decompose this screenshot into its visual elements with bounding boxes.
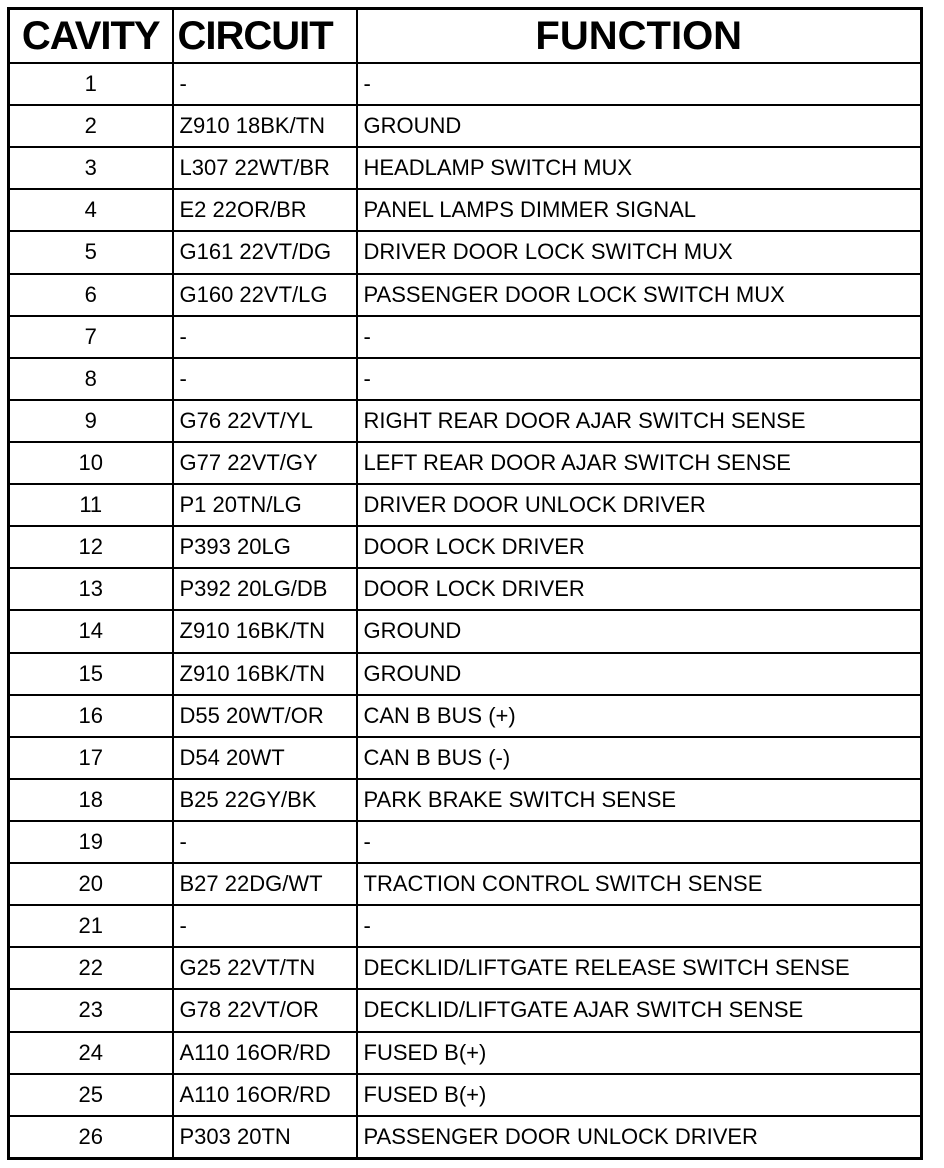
circuit-cell: E2 22OR/BR	[173, 189, 357, 231]
circuit-cell: Z910 16BK/TN	[173, 610, 357, 652]
header-row	[9, 9, 922, 64]
cavity-cell: 14	[9, 610, 173, 652]
pinout-rows	[9, 63, 922, 1159]
table-row	[9, 863, 922, 905]
table-row	[9, 316, 922, 358]
circuit-cell: D55 20WT/OR	[173, 695, 357, 737]
circuit-cell: Z910 18BK/TN	[173, 105, 357, 147]
circuit-cell: -	[173, 316, 357, 358]
circuit-cell: B25 22GY/BK	[173, 779, 357, 821]
function-cell: DECKLID/LIFTGATE AJAR SWITCH SENSE	[357, 989, 922, 1031]
table-row	[9, 779, 922, 821]
cavity-cell: 8	[9, 358, 173, 400]
table-row	[9, 526, 922, 568]
cavity-cell: 3	[9, 147, 173, 189]
function-header: FUNCTION	[357, 9, 922, 64]
cavity-cell: 15	[9, 653, 173, 695]
table-row	[9, 610, 922, 652]
table-row	[9, 653, 922, 695]
cavity-cell: 26	[9, 1116, 173, 1159]
table-row	[9, 989, 922, 1031]
circuit-cell: P392 20LG/DB	[173, 568, 357, 610]
cavity-cell: 22	[9, 947, 173, 989]
function-cell: DRIVER DOOR LOCK SWITCH MUX	[357, 231, 922, 273]
circuit-cell: G78 22VT/OR	[173, 989, 357, 1031]
table-row	[9, 1074, 922, 1116]
function-cell: PANEL LAMPS DIMMER SIGNAL	[357, 189, 922, 231]
table-row	[9, 568, 922, 610]
connector-pinout-sheet	[7, 7, 920, 1160]
circuit-cell: B27 22DG/WT	[173, 863, 357, 905]
table-row	[9, 442, 922, 484]
circuit-cell: -	[173, 358, 357, 400]
circuit-cell: -	[173, 63, 357, 105]
table-row	[9, 695, 922, 737]
circuit-cell: L307 22WT/BR	[173, 147, 357, 189]
function-cell: GROUND	[357, 105, 922, 147]
circuit-cell: -	[173, 821, 357, 863]
cavity-cell: 9	[9, 400, 173, 442]
function-cell: PASSENGER DOOR LOCK SWITCH MUX	[357, 274, 922, 316]
cavity-cell: 18	[9, 779, 173, 821]
cavity-cell: 12	[9, 526, 173, 568]
table-row	[9, 105, 922, 147]
function-cell: RIGHT REAR DOOR AJAR SWITCH SENSE	[357, 400, 922, 442]
circuit-cell: A110 16OR/RD	[173, 1032, 357, 1074]
function-cell: DOOR LOCK DRIVER	[357, 526, 922, 568]
cavity-cell: 16	[9, 695, 173, 737]
circuit-cell: D54 20WT	[173, 737, 357, 779]
function-cell: PASSENGER DOOR UNLOCK DRIVER	[357, 1116, 922, 1159]
function-cell: -	[357, 821, 922, 863]
function-cell: DRIVER DOOR UNLOCK DRIVER	[357, 484, 922, 526]
table-row	[9, 905, 922, 947]
cavity-cell: 7	[9, 316, 173, 358]
circuit-header: CIRCUIT	[173, 9, 357, 64]
circuit-cell: P303 20TN	[173, 1116, 357, 1159]
cavity-cell: 23	[9, 989, 173, 1031]
table-row	[9, 63, 922, 105]
cavity-cell: 13	[9, 568, 173, 610]
circuit-cell: G160 22VT/LG	[173, 274, 357, 316]
table-row	[9, 737, 922, 779]
function-cell: HEADLAMP SWITCH MUX	[357, 147, 922, 189]
table-row	[9, 1116, 922, 1159]
cavity-cell: 20	[9, 863, 173, 905]
function-cell: LEFT REAR DOOR AJAR SWITCH SENSE	[357, 442, 922, 484]
function-cell: GROUND	[357, 610, 922, 652]
cavity-cell: 4	[9, 189, 173, 231]
table-row	[9, 484, 922, 526]
circuit-cell: G76 22VT/YL	[173, 400, 357, 442]
table-row	[9, 147, 922, 189]
cavity-header: CAVITY	[9, 9, 173, 64]
table-row	[9, 1032, 922, 1074]
table-row	[9, 400, 922, 442]
function-cell: -	[357, 358, 922, 400]
cavity-cell: 21	[9, 905, 173, 947]
pinout-table	[7, 7, 923, 1160]
circuit-cell: G77 22VT/GY	[173, 442, 357, 484]
circuit-cell: -	[173, 905, 357, 947]
table-row	[9, 231, 922, 273]
function-cell: TRACTION CONTROL SWITCH SENSE	[357, 863, 922, 905]
function-cell: CAN B BUS (+)	[357, 695, 922, 737]
cavity-cell: 19	[9, 821, 173, 863]
cavity-cell: 10	[9, 442, 173, 484]
table-row	[9, 274, 922, 316]
circuit-cell: A110 16OR/RD	[173, 1074, 357, 1116]
circuit-cell: P1 20TN/LG	[173, 484, 357, 526]
function-cell: DECKLID/LIFTGATE RELEASE SWITCH SENSE	[357, 947, 922, 989]
cavity-cell: 25	[9, 1074, 173, 1116]
table-row	[9, 358, 922, 400]
table-row	[9, 821, 922, 863]
circuit-cell: P393 20LG	[173, 526, 357, 568]
function-cell: DOOR LOCK DRIVER	[357, 568, 922, 610]
function-cell: PARK BRAKE SWITCH SENSE	[357, 779, 922, 821]
cavity-cell: 2	[9, 105, 173, 147]
table-row	[9, 947, 922, 989]
function-cell: FUSED B(+)	[357, 1074, 922, 1116]
function-cell: -	[357, 316, 922, 358]
function-cell: FUSED B(+)	[357, 1032, 922, 1074]
circuit-cell: Z910 16BK/TN	[173, 653, 357, 695]
circuit-cell: G25 22VT/TN	[173, 947, 357, 989]
function-cell: -	[357, 905, 922, 947]
function-cell: -	[357, 63, 922, 105]
table-row	[9, 189, 922, 231]
cavity-cell: 11	[9, 484, 173, 526]
cavity-cell: 1	[9, 63, 173, 105]
function-cell: GROUND	[357, 653, 922, 695]
function-cell: CAN B BUS (-)	[357, 737, 922, 779]
cavity-cell: 6	[9, 274, 173, 316]
cavity-cell: 17	[9, 737, 173, 779]
cavity-cell: 24	[9, 1032, 173, 1074]
cavity-cell: 5	[9, 231, 173, 273]
circuit-cell: G161 22VT/DG	[173, 231, 357, 273]
